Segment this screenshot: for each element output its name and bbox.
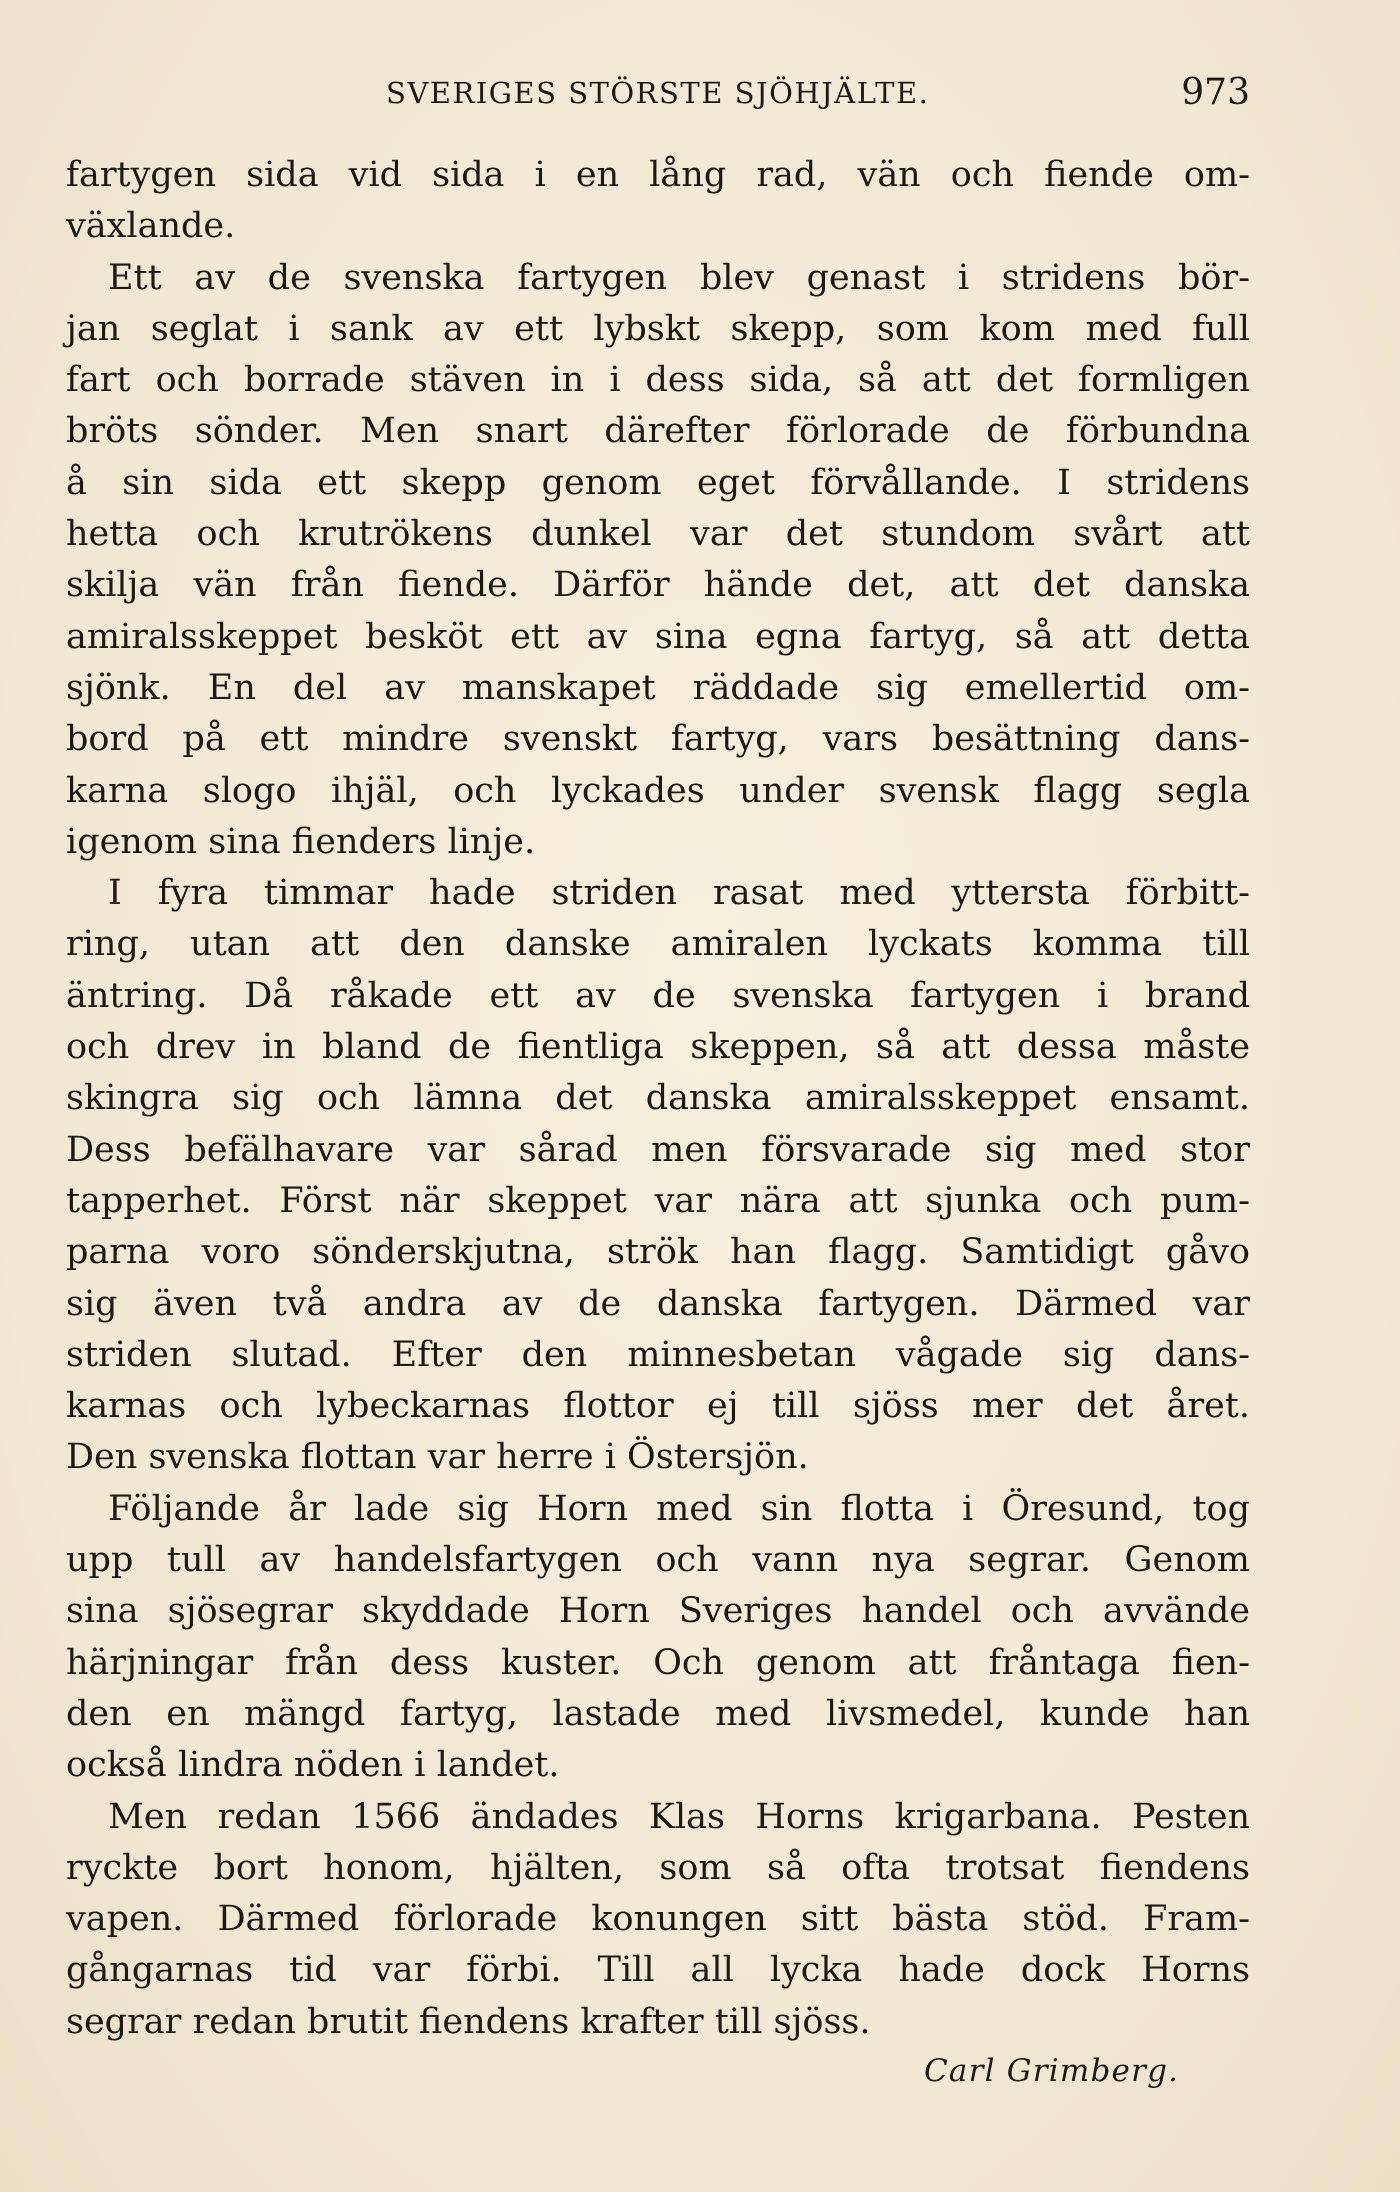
- text-line: karna slogo ihjäl, och lyckades under svensk flagg segla: [66, 770, 1250, 811]
- author-signature: Carl Grimberg.: [924, 2053, 1180, 2089]
- text-line: fartygen sida vid sida i en lång rad, vän och fiende om-: [66, 155, 1250, 195]
- text-line: parna voro sönderskjutna, strök han flagg. Samtidigt gåvo: [66, 1232, 1250, 1273]
- text-line: karnas och lybeckarnas flottor ej till sjöss mer det året.: [66, 1386, 1250, 1427]
- text-line: växlande.: [66, 206, 236, 247]
- text-line: tapperhet. Först när skeppet var nära att sjunka och pum-: [66, 1180, 1250, 1221]
- text-line: sjönk. En del av manskapet räddade sig emellertid om-: [66, 667, 1250, 708]
- text-line: striden slutad. Efter den minnesbetan vågade sig dans-: [66, 1334, 1250, 1375]
- text-line: I fyra timmar hade striden rasat med yttersta förbitt-: [108, 873, 1250, 914]
- text-line: också lindra nöden i landet.: [66, 1745, 560, 1786]
- text-line: gångarnas tid var förbi. Till all lycka hade dock Horns: [66, 1950, 1250, 1991]
- text-line: vapen. Därmed förlorade konungen sitt bästa stöd. Fram-: [66, 1899, 1250, 1940]
- text-line: hetta och krutrökens dunkel var det stundom svårt att: [66, 514, 1250, 555]
- text-line: Den svenska flottan var herre i Östersjön.: [66, 1437, 809, 1478]
- text-line: fart och borrade stäven in i dess sida, så att det formligen: [66, 360, 1250, 401]
- text-line: bröts sönder. Men snart därefter förlorade de förbundna: [66, 411, 1250, 452]
- text-line: Följande år lade sig Horn med sin flotta i Öresund, tog: [108, 1488, 1250, 1529]
- text-line: sig även två andra av de danska fartygen. Därmed var: [66, 1283, 1250, 1324]
- page-number: 973: [1181, 72, 1250, 113]
- text-line: Dess befälhavare var sårad men försvarade sig med stor: [66, 1129, 1250, 1170]
- text-line: segrar redan brutit fiendens krafter till sjöss.: [66, 2001, 871, 2042]
- body-text: [66, 150, 1250, 2048]
- text-line: igenom sina fienders linje.: [66, 821, 536, 862]
- text-line: skingra sig och lämna det danska amiralsskeppet ensamt.: [66, 1078, 1250, 1119]
- text-line: ryckte bort honom, hjälten, som så ofta trotsat fiendens: [66, 1847, 1250, 1888]
- text-line: och drev in bland de fientliga skeppen, så att dessa måste: [66, 1027, 1250, 1068]
- text-line: jan seglat i sank av ett lybskt skepp, som kom med full: [66, 308, 1250, 349]
- page-header: [66, 72, 1250, 122]
- text-line: skilja vän från fiende. Därför hände det, att det danska: [66, 565, 1250, 606]
- text-line: ring, utan att den danske amiralen lyckats komma till: [66, 924, 1250, 965]
- text-line: upp tull av handelsfartygen och vann nya segrar. Genom: [66, 1540, 1250, 1581]
- text-line: bord på ett mindre svenskt fartyg, vars besättning dans-: [66, 719, 1250, 760]
- text-line: äntring. Då råkade ett av de svenska fartygen i brand: [66, 975, 1250, 1016]
- text-line: den en mängd fartyg, lastade med livsmedel, kunde han: [66, 1693, 1250, 1734]
- text-line: å sin sida ett skepp genom eget förvållande. I stridens: [66, 462, 1250, 503]
- text-line: sina sjösegrar skyddade Horn Sveriges handel och avvände: [66, 1591, 1250, 1632]
- text-line: Men redan 1566 ändades Klas Horns krigarbana. Pesten: [108, 1796, 1250, 1837]
- text-line: amiralsskeppet besköt ett av sina egna fartyg, så att detta: [66, 616, 1250, 657]
- text-line: Ett av de svenska fartygen blev genast i stridens bör-: [108, 257, 1250, 298]
- running-title: SVERIGES STÖRSTE SJÖHJÄLTE.: [386, 76, 930, 110]
- text-line: härjningar från dess kuster. Och genom att fråntaga fien-: [66, 1642, 1250, 1683]
